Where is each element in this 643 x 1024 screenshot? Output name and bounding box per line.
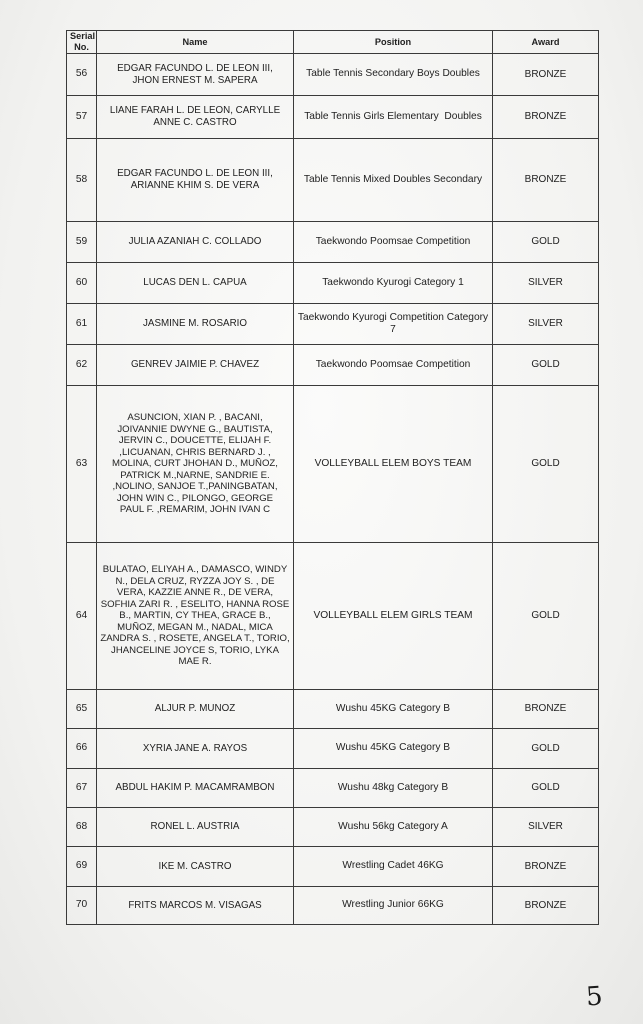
- serial-cell: 62: [67, 345, 97, 386]
- serial-cell: 64: [67, 543, 97, 690]
- table-row: [67, 263, 599, 304]
- position-cell: VOLLEYBALL ELEM GIRLS TEAM: [294, 543, 493, 690]
- table-row: [67, 386, 599, 543]
- award-cell: SILVER: [493, 304, 599, 345]
- name-cell: JULIA AZANIAH C. COLLADO: [97, 222, 294, 263]
- awards-table: [66, 30, 599, 925]
- serial-cell: 67: [67, 769, 97, 808]
- table-row: [67, 54, 599, 96]
- serial-cell: 66: [67, 729, 97, 769]
- position-cell: Wushu 45KG Category B: [294, 729, 493, 769]
- name-cell: IKE M. CASTRO: [97, 847, 294, 887]
- table-header-row: [67, 31, 599, 54]
- serial-cell: 69: [67, 847, 97, 887]
- award-cell: SILVER: [493, 808, 599, 847]
- table-row: [67, 96, 599, 139]
- team-names-cell: BULATAO, ELIYAH A., DAMASCO, WINDY N., DELA CRUZ, RYZZA JOY S. , DE VERA, KAZZIE ANNE R., DE VERA, SOFHIA ZARI R. , ESELITO, HANNA ROSE B., MARTIN, CY THEA, GRACE B., MUÑOZ, MEGAN M., NADAL, MICA ZANDRA S. , ROSETE, ANGELA T., TORIO, JHANCELINE JOYCE S, TORIO, LYKA MAE R.: [97, 543, 294, 690]
- award-cell: GOLD: [493, 345, 599, 386]
- name-cell: EDGAR FACUNDO L. DE LEON III, JHON ERNEST M. SAPERA: [97, 54, 294, 96]
- award-cell: BRONZE: [493, 96, 599, 139]
- serial-cell: 58: [67, 139, 97, 222]
- position-cell: Taekwondo Poomsae Competition: [294, 222, 493, 263]
- award-cell: GOLD: [493, 222, 599, 263]
- award-cell: SILVER: [493, 263, 599, 304]
- header-position: Position: [294, 31, 493, 54]
- header-serial-no: [67, 31, 97, 54]
- position-cell: Taekwondo Kyurogi Competition Category 7: [294, 304, 493, 345]
- position-cell: Taekwondo Poomsae Competition: [294, 345, 493, 386]
- award-cell: BRONZE: [493, 847, 599, 887]
- name-cell: LUCAS DEN L. CAPUA: [97, 263, 294, 304]
- award-cell: BRONZE: [493, 139, 599, 222]
- serial-cell: 70: [67, 887, 97, 925]
- serial-cell: 61: [67, 304, 97, 345]
- position-cell: Wrestling Cadet 46KG: [294, 847, 493, 887]
- award-cell: BRONZE: [493, 54, 599, 96]
- name-cell: XYRIA JANE A. RAYOS: [97, 729, 294, 769]
- table-row: [67, 729, 599, 769]
- award-cell: GOLD: [493, 386, 599, 543]
- position-cell: Wushu 48kg Category B: [294, 769, 493, 808]
- serial-cell: 56: [67, 54, 97, 96]
- name-cell: ABDUL HAKIM P. MACAMRAMBON: [97, 769, 294, 808]
- serial-cell: 59: [67, 222, 97, 263]
- table-row: [67, 847, 599, 887]
- header-award: Award: [493, 31, 599, 54]
- table-row: [67, 543, 599, 690]
- position-cell: Wushu 56kg Category A: [294, 808, 493, 847]
- table-row: [67, 808, 599, 847]
- position-cell: Taekwondo Kyurogi Category 1: [294, 263, 493, 304]
- award-cell: BRONZE: [493, 690, 599, 729]
- name-cell: EDGAR FACUNDO L. DE LEON III, ARIANNE KHIM S. DE VERA: [97, 139, 294, 222]
- name-cell: RONEL L. AUSTRIA: [97, 808, 294, 847]
- name-cell: JASMINE M. ROSARIO: [97, 304, 294, 345]
- position-cell: Wushu 45KG Category B: [294, 690, 493, 729]
- award-cell: GOLD: [493, 769, 599, 808]
- team-names-cell: ASUNCION, XIAN P. , BACANI, JOIVANNIE DWYNE G., BAUTISTA, JERVIN C., DOUCETTE, ELIJAH F. ,LICUANAN, CHRIS BERNARD J. , MOLINA, CURT JHOHAN D., MUÑOZ, PATRICK M.,NARNE, SANDRIE E. ,NOLINO, SANJOE T.,PANINGBATAN, JOHN WIN C., PILONGO, GEORGE PAUL F. ,REMARIM, JOHN IVAN C: [97, 386, 294, 543]
- position-cell: Wrestling Junior 66KG: [294, 887, 493, 925]
- name-cell: ALJUR P. MUNOZ: [97, 690, 294, 729]
- award-cell: GOLD: [493, 543, 599, 690]
- position-cell: Table Tennis Secondary Boys Doubles: [294, 54, 493, 96]
- name-cell: FRITS MARCOS M. VISAGAS: [97, 887, 294, 925]
- header-serial-line2: No.: [74, 42, 89, 53]
- table-row: [67, 345, 599, 386]
- handwritten-page-number: 5: [585, 981, 605, 1013]
- table-row: [67, 139, 599, 222]
- name-cell: LIANE FARAH L. DE LEON, CARYLLE ANNE C. CASTRO: [97, 96, 294, 139]
- position-cell: Table Tennis Girls Elementary Doubles: [294, 96, 493, 139]
- header-name: Name: [97, 31, 294, 54]
- position-cell: Table Tennis Mixed Doubles Secondary: [294, 139, 493, 222]
- serial-cell: 57: [67, 96, 97, 139]
- table-row: [67, 887, 599, 925]
- award-cell: GOLD: [493, 729, 599, 769]
- table-row: [67, 304, 599, 345]
- serial-cell: 68: [67, 808, 97, 847]
- award-cell: BRONZE: [493, 887, 599, 925]
- serial-cell: 60: [67, 263, 97, 304]
- table-row: [67, 769, 599, 808]
- serial-cell: 63: [67, 386, 97, 543]
- serial-cell: 65: [67, 690, 97, 729]
- header-serial-line1: Serial: [70, 31, 96, 41]
- position-cell: VOLLEYBALL ELEM BOYS TEAM: [294, 386, 493, 543]
- table-row: [67, 690, 599, 729]
- name-cell: GENREV JAIMIE P. CHAVEZ: [97, 345, 294, 386]
- table-row: [67, 222, 599, 263]
